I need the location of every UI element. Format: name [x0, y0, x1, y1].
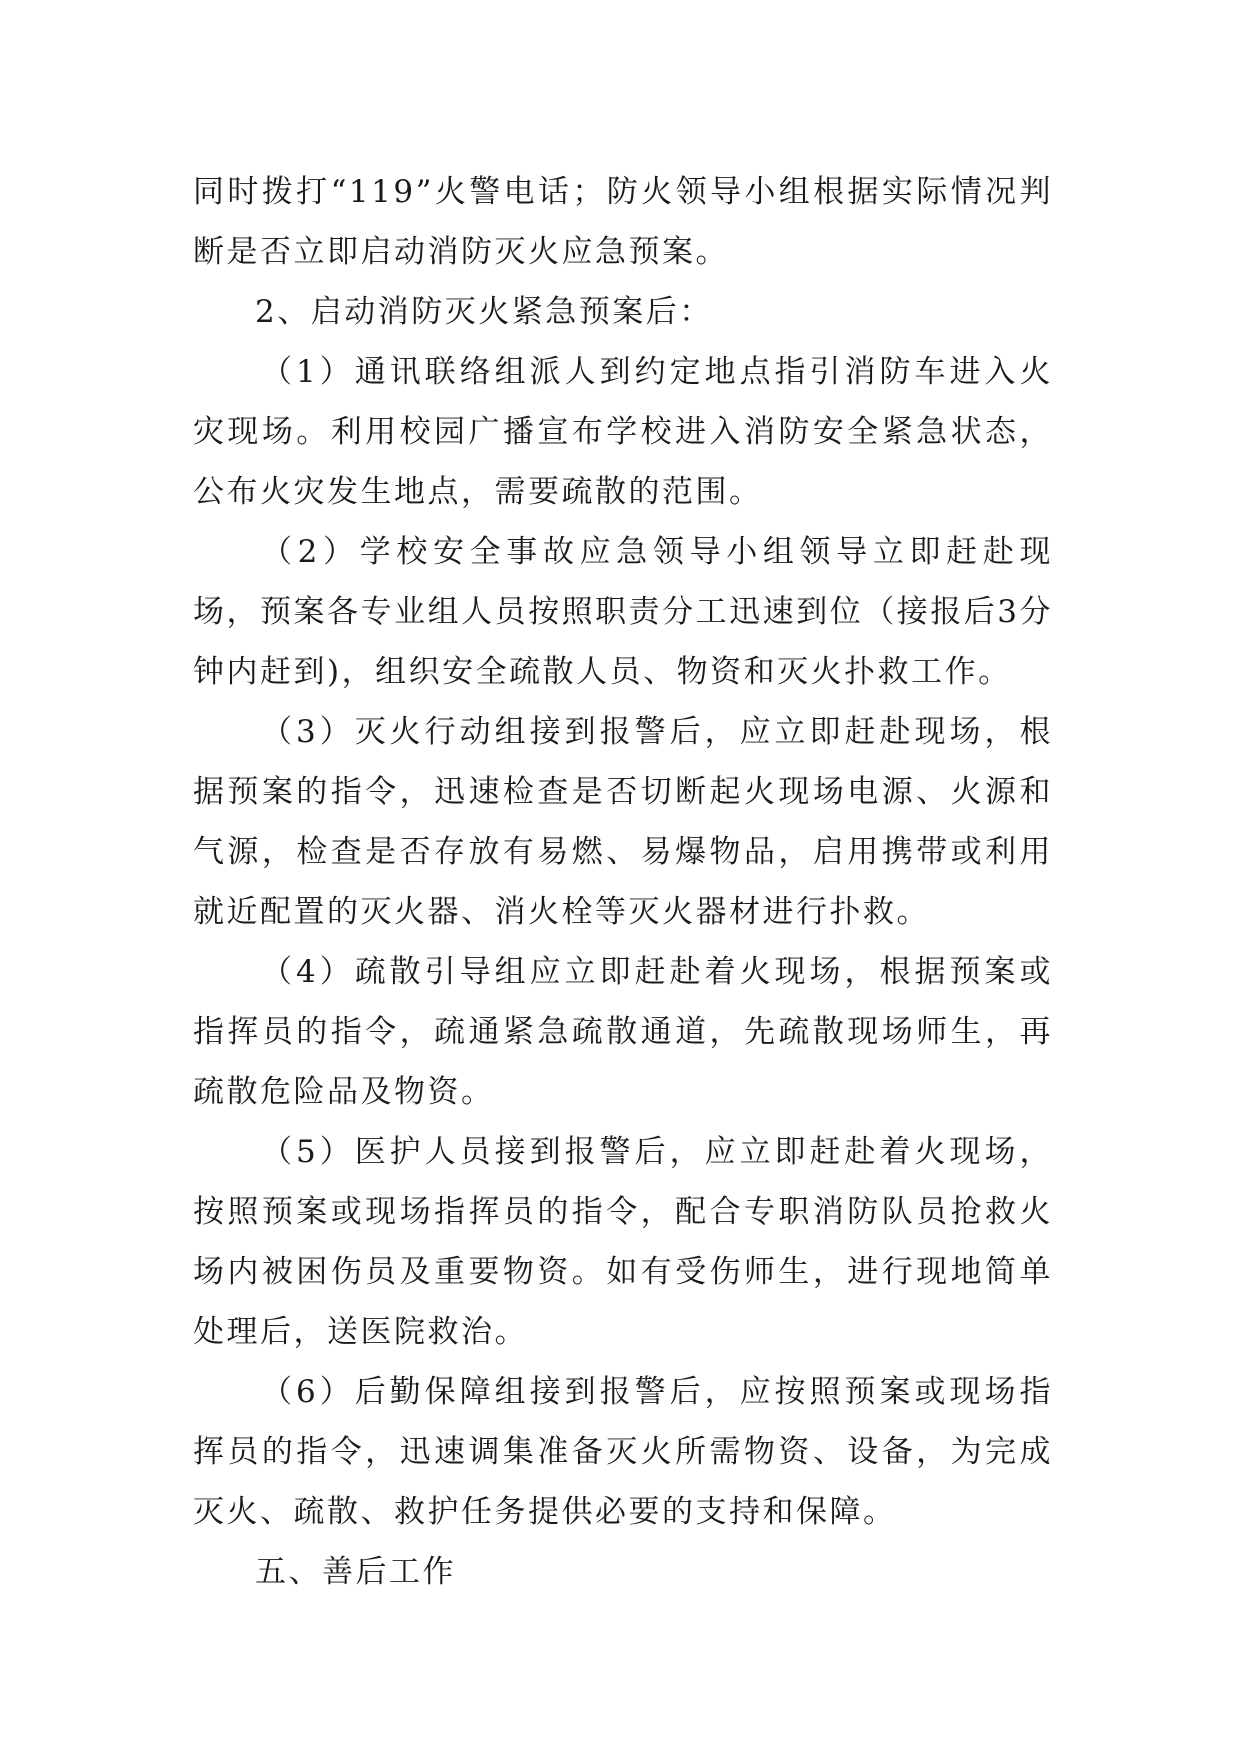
paragraph-item-5: （5）医护人员接到报警后，应立即赶赴着火现场，按照预案或现场指挥员的指令，配合专职消防队员抢救火场内被困伤员及重要物资。如有受伤师生，进行现地简单处理后，送医院救治。: [193, 1134, 1053, 1350]
paragraph-item-4: （4）疏散引导组应立即赶赴着火现场，根据预案或指挥员的指令，疏通紧急疏散通道，先疏散现场师生，再疏散危险品及物资。: [193, 954, 1053, 1110]
paragraph-item-6: （6）后勤保障组接到报警后，应按照预案或现场指挥员的指令，迅速调集准备灭火所需物资、设备，为完成灭火、疏散、救护任务提供必要的支持和保障。: [193, 1374, 1053, 1530]
paragraph-continuation: 同时拨打“119”火警电话；防火领导小组根据实际情况判断是否立即启动消防灭火应急预案。: [193, 174, 1053, 270]
paragraph-item-3: （3）灭火行动组接到报警后，应立即赶赴现场，根据预案的指令，迅速检查是否切断起火现场电源、火源和气源，检查是否存放有易燃、易爆物品，启用携带或利用就近配置的灭火器、消火栓等灭火器材进行扑救。: [193, 714, 1053, 930]
paragraph-item-2: （2）学校安全事故应急领导小组领导立即赶赴现场，预案各专业组人员按照职责分工迅速到位（接报后3分钟内赶到)，组织安全疏散人员、物资和灭火扑救工作。: [193, 534, 1053, 690]
paragraph-section-2-heading: 2、启动消防灭火紧急预案后：: [255, 294, 713, 330]
paragraph-item-1: （1）通讯联络组派人到约定地点指引消防车进入火灾现场。利用校园广播宣布学校进入消防安全紧急状态，公布火灾发生地点，需要疏散的范围。: [193, 354, 1053, 510]
document-body: [193, 162, 1053, 1602]
section-heading-aftermath: 五、善后工作: [255, 1554, 456, 1590]
